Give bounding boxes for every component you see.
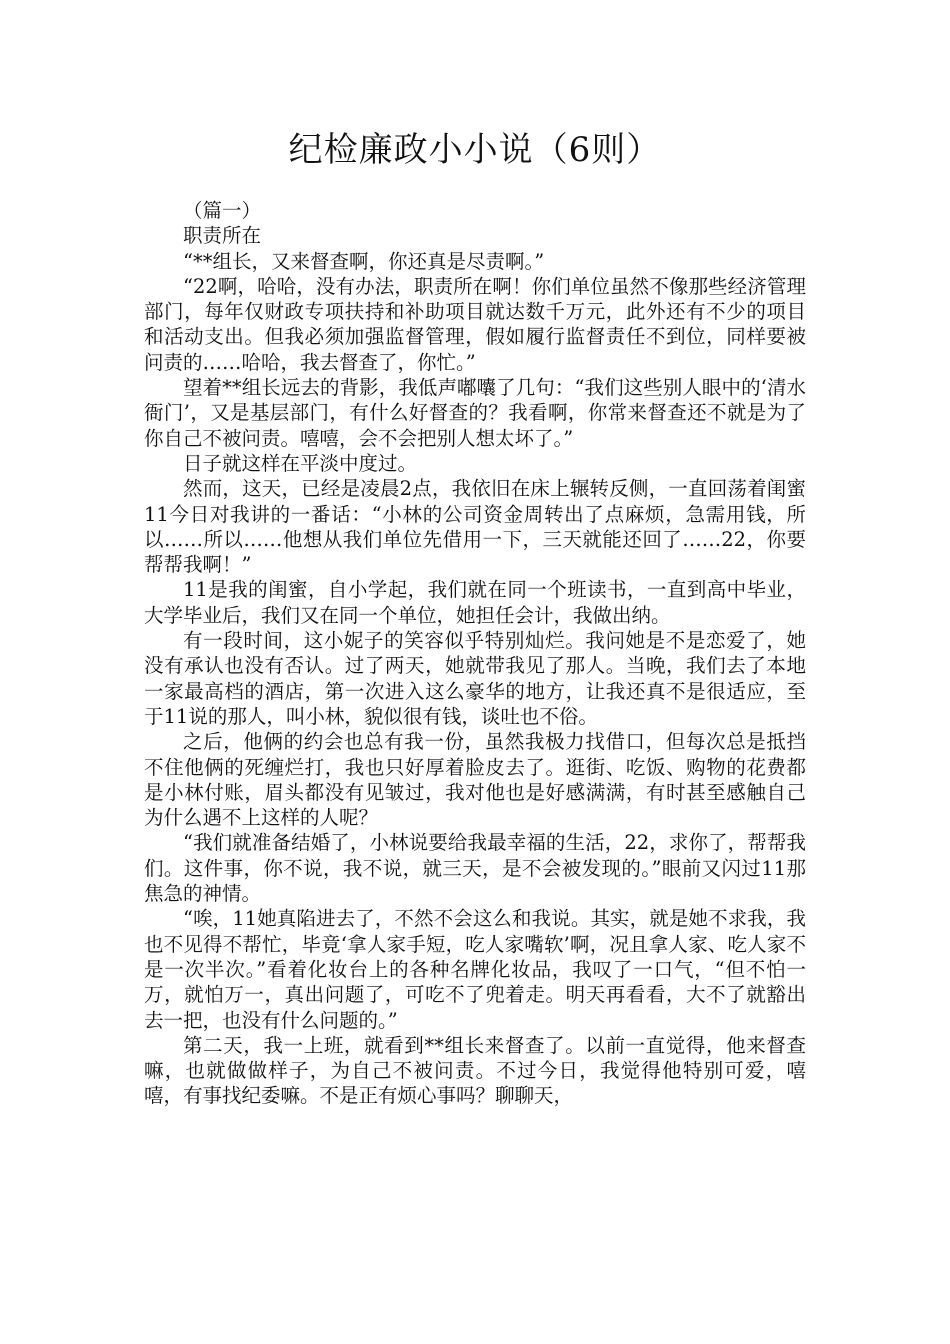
paragraph: 第二天，我一上班，就看到**组长来督查了。以前一直觉得，他来督查嘛，也就做做样子，为自己不被问责。不过今日，我觉得他特别可爱，嘻嘻，有事找纪委嘛。不是正有烦心事吗？聊聊天， [144,1033,806,1108]
paragraph: “我们就准备结婚了，小林说要给我最幸福的生活，22，求你了，帮帮我们。这件事，你不说，我不说，就三天，是不会被发现的。”眼前又闪过11那焦急的神情。 [144,831,806,906]
document-body [144,198,806,1109]
paragraph: 望着**组长远去的背影，我低声嘟囔了几句：“我们这些别人眼中的‘清水衙门’，又是基层部门，有什么好督查的？我看啊，你常来督查还不就是为了你自己不被问责。嘻嘻，会不会把别人想太坏了。” [144,376,806,450]
paragraph: “**组长，又来督查啊，你还真是尽责啊。” [183,249,545,273]
document-title: 纪检廉政小小说（6则） [288,130,662,170]
paragraph: “22啊，哈哈，没有办法，职责所在啊！你们单位虽然不像那些经济管理部门，每年仅财政专项扶持和补助项目就达数千万元，此外还有不少的项目和活动支出。但我必须加强监督管理，假如履行监督责任不到位，同样要被问责的……哈哈，我去督查了，你忙。” [144,274,806,374]
section-label: （篇一） [183,199,262,222]
paragraph: 日子就这样在平淡中度过。 [183,451,418,475]
paragraph: 有一段时间，这小妮子的笑容似乎特别灿烂。我问她是不是恋爱了，她没有承认也没有否认。过了两天，她就带我见了那人。当晚，我们去了本地一家最高档的酒店，第一次进入这么豪华的地方，让我还真不是很适应，至于11说的那人，叫小林，貌似很有钱，谈吐也不俗。 [144,629,806,728]
paragraph: 之后，他俩的约会也总有我一份，虽然我极力找借口，但每次总是抵挡不住他俩的死缠烂打，我也只好厚着脸皮去了。逛街、吃饭、购物的花费都是小林付账，眉头都没有见皱过，我对他也是好感满满，有时甚至感触自己为什么遇不上这样的人呢？ [144,730,806,830]
paragraph: “唉，11她真陷进去了，不然不会这么和我说。其实，就是她不求我，我也不见得不帮忙，毕竟‘拿人家手短，吃人家嘴软’啊，况且拿人家、吃人家不是一次半次。”看着化妆台上的各种名牌化妆品，我叹了一口气，“但不怕一万，就怕万一，真出问题了，可吃不了兜着走。明天再看看，大不了就豁出去一把，也没有什么问题的。” [144,907,806,1032]
paragraph: 然而，这天，已经是凌晨2点，我依旧在床上辗转反侧，一直回荡着闺蜜11今日对我讲的一番话：“小林的公司资金周转出了点麻烦，急需用钱，所以……所以……他想从我们单位先借用一下，三天就能还回了……22，你要帮帮我啊！” [144,477,806,577]
story-title: 职责所在 [183,224,262,248]
paragraph: 11是我的闺蜜，自小学起，我们就在同一个班读书，一直到高中毕业，大学毕业后，我们又在同一个单位，她担任会计，我做出纳。 [144,578,806,627]
